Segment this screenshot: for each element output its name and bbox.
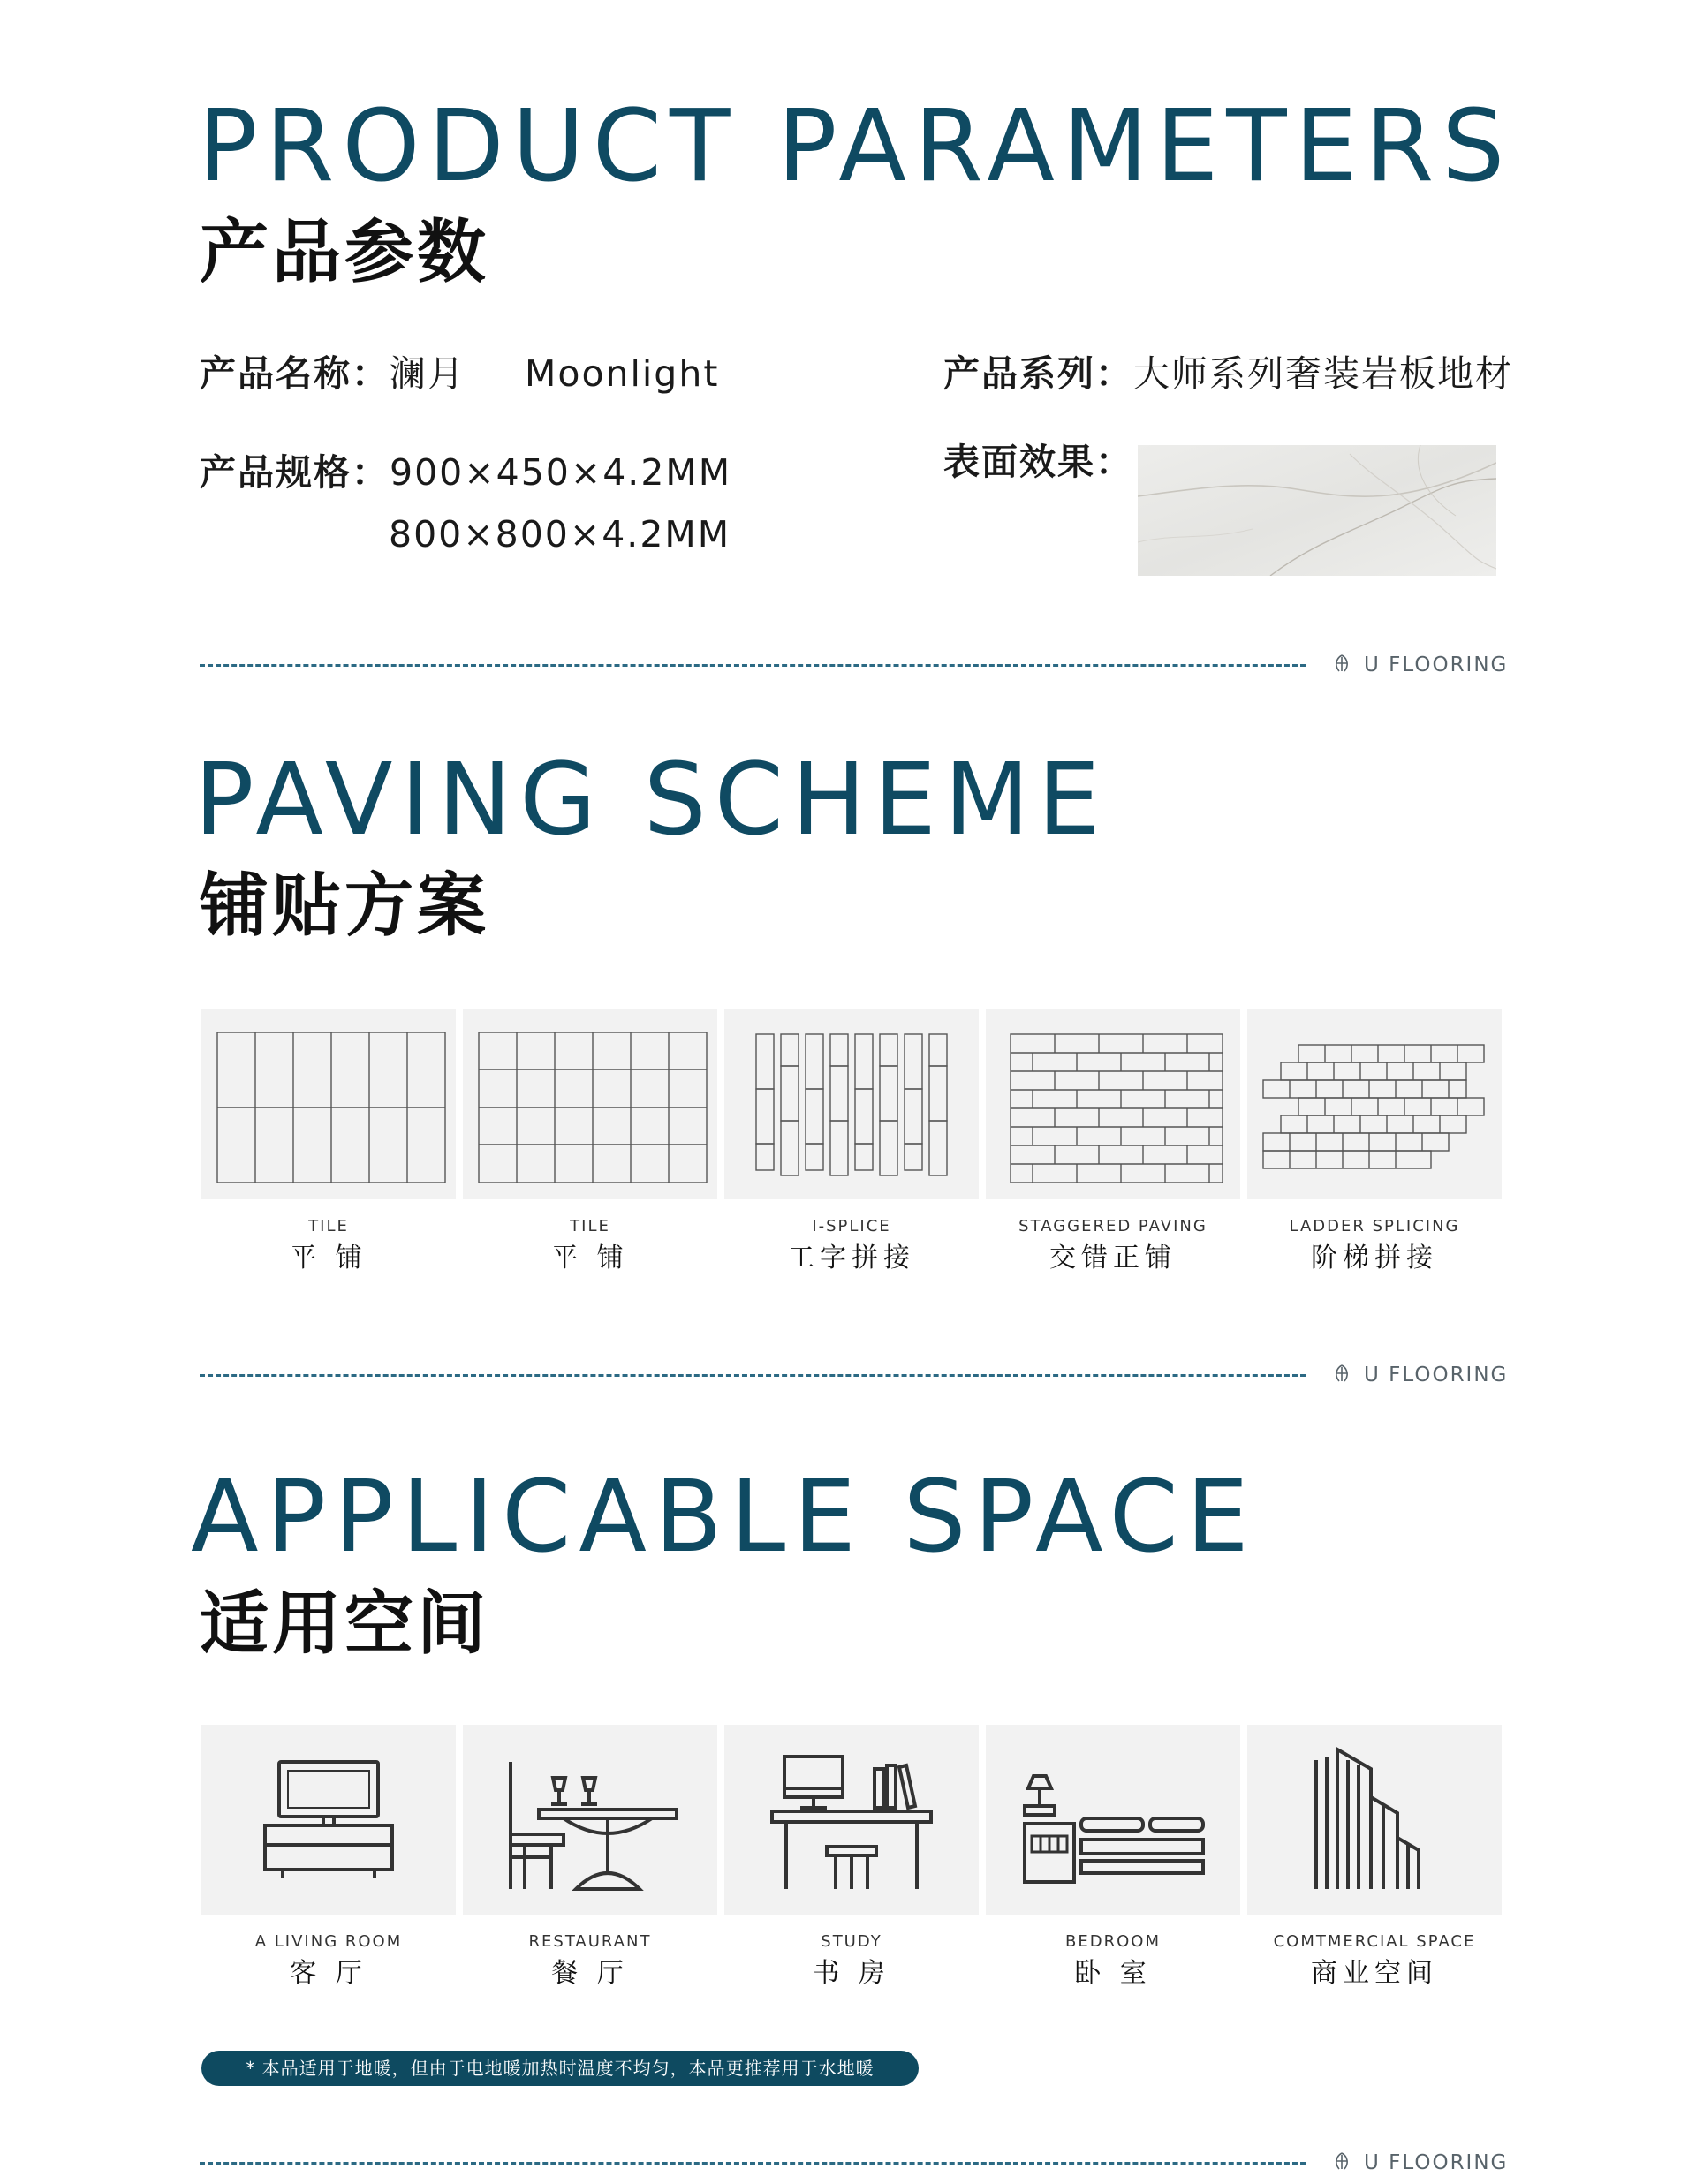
paving-caption-en: LADDER SPLICING	[1289, 1217, 1460, 1236]
paving-caption	[463, 1219, 717, 1272]
section-divider	[200, 1374, 1306, 1377]
space-caption-en: RESTAURANT	[528, 1932, 652, 1951]
product-spec-label: 产品规格：	[200, 451, 390, 494]
brand-mark	[1332, 654, 1508, 677]
paving-caption-en: I-SPLICE	[812, 1217, 891, 1236]
paving-caption-en: TILE	[308, 1217, 349, 1236]
brand-text: U FLOORING	[1364, 1364, 1509, 1387]
space-caption-en: A LIVING ROOM	[254, 1932, 403, 1951]
space-caption	[463, 1934, 717, 1987]
space-caption	[1247, 1934, 1502, 1987]
surface-swatch-image	[1138, 445, 1496, 576]
paving-caption	[1247, 1219, 1502, 1272]
brand-text: U FLOORING	[1364, 654, 1509, 676]
paving-title-en: PAVING SCHEME	[194, 743, 1109, 858]
brand-mark	[1332, 1364, 1508, 1387]
paving-caption-cn: 交错正铺	[1049, 1243, 1177, 1273]
product-surface-row	[943, 441, 1133, 483]
paving-tile-i-splice	[724, 1009, 979, 1199]
paving-caption-cn: 平 铺	[290, 1243, 367, 1273]
space-caption-en: STUDY	[821, 1932, 882, 1951]
bed-icon	[986, 1725, 1240, 1915]
dining-table-icon	[463, 1725, 717, 1915]
space-caption-cn: 书 房	[813, 1958, 890, 1989]
leaf-logo-icon	[1332, 2151, 1352, 2175]
paving-caption-cn: 平 铺	[551, 1243, 629, 1273]
space-caption-cn: 卧 室	[1074, 1958, 1152, 1989]
space-tile-living-room	[201, 1725, 456, 1915]
paving-tile-grid-4x6	[463, 1009, 717, 1199]
space-caption-en: BEDROOM	[1065, 1932, 1161, 1951]
product-spec-1: 900×450×4.2MM	[390, 451, 732, 494]
product-spec-2: 800×800×4.2MM	[389, 513, 731, 555]
paving-title-cn: 铺贴方案	[200, 866, 490, 946]
space-caption-cn: 商业空间	[1311, 1958, 1438, 1989]
space-caption	[724, 1934, 979, 1987]
product-surface-label: 表面效果：	[943, 441, 1133, 483]
space-caption-cn: 客 厅	[290, 1958, 367, 1989]
paving-tile-staggered	[986, 1009, 1240, 1199]
paving-caption	[986, 1219, 1240, 1272]
paving-caption-en: STAGGERED PAVING	[1018, 1217, 1208, 1236]
paving-caption-cn: 阶梯拼接	[1311, 1243, 1438, 1273]
leaf-logo-icon	[1332, 654, 1352, 677]
space-tile-restaurant	[463, 1725, 717, 1915]
product-name-cn: 澜月	[390, 352, 466, 395]
space-caption	[201, 1934, 456, 1987]
space-caption-cn: 餐 厅	[551, 1958, 629, 1989]
space-title-cn: 适用空间	[200, 1584, 490, 1664]
product-title-en: PRODUCT PARAMETERS	[198, 89, 1513, 204]
paving-caption	[201, 1219, 456, 1272]
space-caption	[986, 1934, 1240, 1987]
paving-caption	[724, 1219, 979, 1272]
section-divider	[200, 664, 1306, 667]
paving-tile-grid-2x6	[201, 1009, 456, 1199]
desk-computer-icon	[724, 1725, 979, 1915]
space-tile-study	[724, 1725, 979, 1915]
product-spec-row	[200, 451, 732, 494]
space-title-en: APPLICABLE SPACE	[191, 1460, 1257, 1575]
paving-caption-en: TILE	[570, 1217, 610, 1236]
space-tile-bedroom	[986, 1725, 1240, 1915]
paving-tile-ladder	[1247, 1009, 1502, 1199]
product-series-value: 大师系列奢装岩板地材	[1133, 352, 1513, 395]
product-name-en: Moonlight	[525, 352, 720, 395]
product-series-row	[943, 352, 1513, 395]
buildings-icon	[1247, 1725, 1502, 1915]
space-tile-commercial	[1247, 1725, 1502, 1915]
product-name-label: 产品名称：	[200, 352, 390, 395]
brand-mark	[1332, 2151, 1508, 2175]
product-series-label: 产品系列：	[943, 352, 1133, 395]
tv-cabinet-icon	[201, 1725, 456, 1915]
section-divider	[200, 2162, 1306, 2165]
paving-caption-cn: 工字拼接	[788, 1243, 915, 1273]
brand-text: U FLOORING	[1364, 2151, 1509, 2174]
product-name-row	[200, 352, 466, 395]
space-caption-en: COMTMERCIAL SPACE	[1273, 1932, 1476, 1951]
product-title-cn: 产品参数	[200, 213, 490, 292]
heating-note-badge: * 本品适用于地暖，但由于电地暖加热时温度不均匀，本品更推荐用于水地暖	[201, 2051, 919, 2086]
leaf-logo-icon	[1332, 1364, 1352, 1387]
